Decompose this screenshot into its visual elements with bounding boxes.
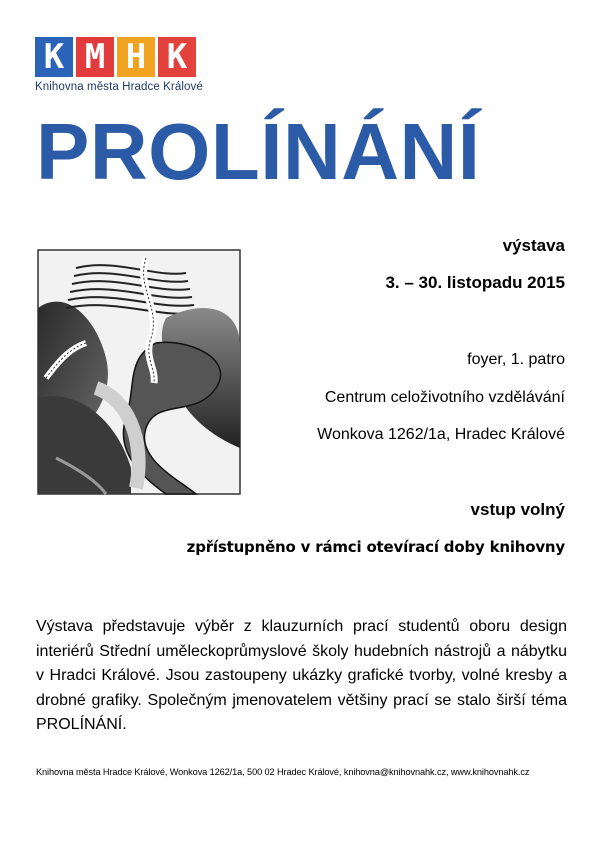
event-dates: 3. – 30. listopadu 2015	[385, 273, 565, 292]
event-type: výstava	[502, 236, 565, 255]
footer-contact: Knihovna města Hradce Králové, Wonkova 1262/1a, 500 02 Hradec Králové, knihovna@knihovnahk.cz, www.knihovnahk.cz	[36, 767, 530, 777]
location-line-3: Wonkova 1262/1a, Hradec Králové	[317, 426, 565, 443]
logo-letter-k2: K	[158, 37, 196, 77]
location-line-2: Centrum celoživotního vzdělávání	[324, 389, 565, 406]
exhibition-title: PROLÍNÁNÍ	[36, 107, 481, 196]
entry-note: vstup volný	[470, 500, 565, 519]
location-line-1: foyer, 1. patro	[467, 351, 565, 368]
library-logo	[35, 37, 203, 93]
logo-letter-h: H	[117, 37, 155, 77]
access-note: zpřístupněno v rámci otevírací doby knihovny	[186, 538, 565, 556]
exhibition-description: Výstava představuje výběr z klauzurních prací studentů oboru design interiérů Střední uměleckoprůmyslové školy hudebních nástrojů a nábytku v Hradci Králové. Jsou zastoupeny ukázky grafické tvorby, volné kresby a drobné grafiky. Společným jmenovatelem většiny prací se stalo širší téma PROLÍNÁNÍ.	[36, 618, 567, 733]
logo-letter-k1: K	[35, 37, 73, 77]
logo-letter-m: M	[76, 37, 114, 77]
logo-subtitle: Knihovna města Hradce Králové	[35, 81, 203, 93]
artwork-image	[36, 248, 242, 496]
logo-letters	[35, 37, 203, 77]
